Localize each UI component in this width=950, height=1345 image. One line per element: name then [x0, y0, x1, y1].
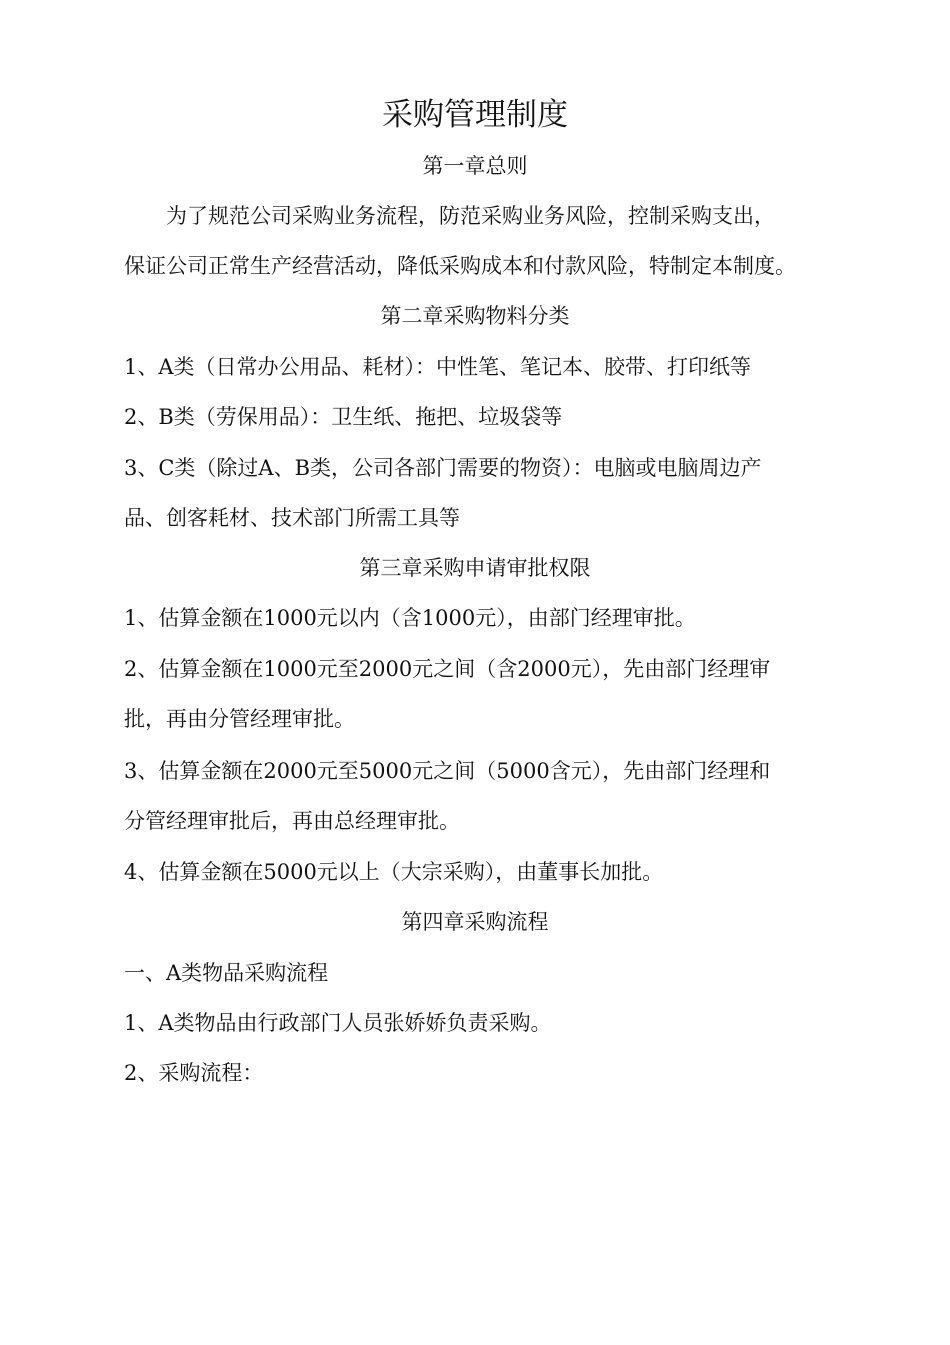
chapter4-section1-heading: 一、A类物品采购流程	[124, 961, 329, 985]
chapter3-item3-line2: 分管经理审批后，再由总经理审批。	[124, 809, 460, 833]
chapter2-item2: 2、B类（劳保用品）：卫生纸、拖把、垃圾袋等	[124, 405, 563, 429]
chapter2-item3-line2: 品、创客耗材、技术部门所需工具等	[124, 506, 460, 530]
chapter3-item2-line2: 批，再由分管经理审批。	[124, 707, 355, 731]
chapter3-item1: 1、估算金额在1000元以内（含1000元），由部门经理审批。	[124, 606, 696, 630]
chapter2-item3-line1: 3、C类（除过A、B类，公司各部门需要的物资）：电脑或电脑周边产	[124, 456, 762, 480]
chapter4-item2: 2、采购流程：	[124, 1061, 264, 1085]
chapter2-item1: 1、A类（日常办公用品、耗材）：中性笔、笔记本、胶带、打印纸等	[124, 355, 752, 379]
chapter3-heading: 第三章采购申请审批权限	[359, 556, 591, 580]
chapter3-item2-line1: 2、估算金额在1000元至2000元之间（含2000元），先由部门经理审	[124, 657, 771, 681]
chapter3-item3-line1: 3、估算金额在2000元至5000元之间（5000含元），先由部门经理和	[124, 759, 771, 783]
chapter1-paragraph-line2: 保证公司正常生产经营活动，降低采购成本和付款风险，特制定本制度。	[124, 254, 796, 278]
chapter2-heading: 第二章采购物料分类	[380, 304, 570, 328]
chapter3-item4: 4、估算金额在5000元以上（大宗采购），由董事长加批。	[124, 860, 664, 884]
chapter4-heading: 第四章采购流程	[401, 910, 549, 934]
chapter1-paragraph-line1: 为了规范公司采购业务流程，防范采购业务风险，控制采购支出，	[166, 204, 775, 228]
chapter4-item1: 1、A类物品由行政部门人员张娇娇负责采购。	[124, 1011, 552, 1035]
document-title: 采购管理制度	[382, 97, 568, 133]
chapter1-heading: 第一章总则	[422, 154, 528, 178]
